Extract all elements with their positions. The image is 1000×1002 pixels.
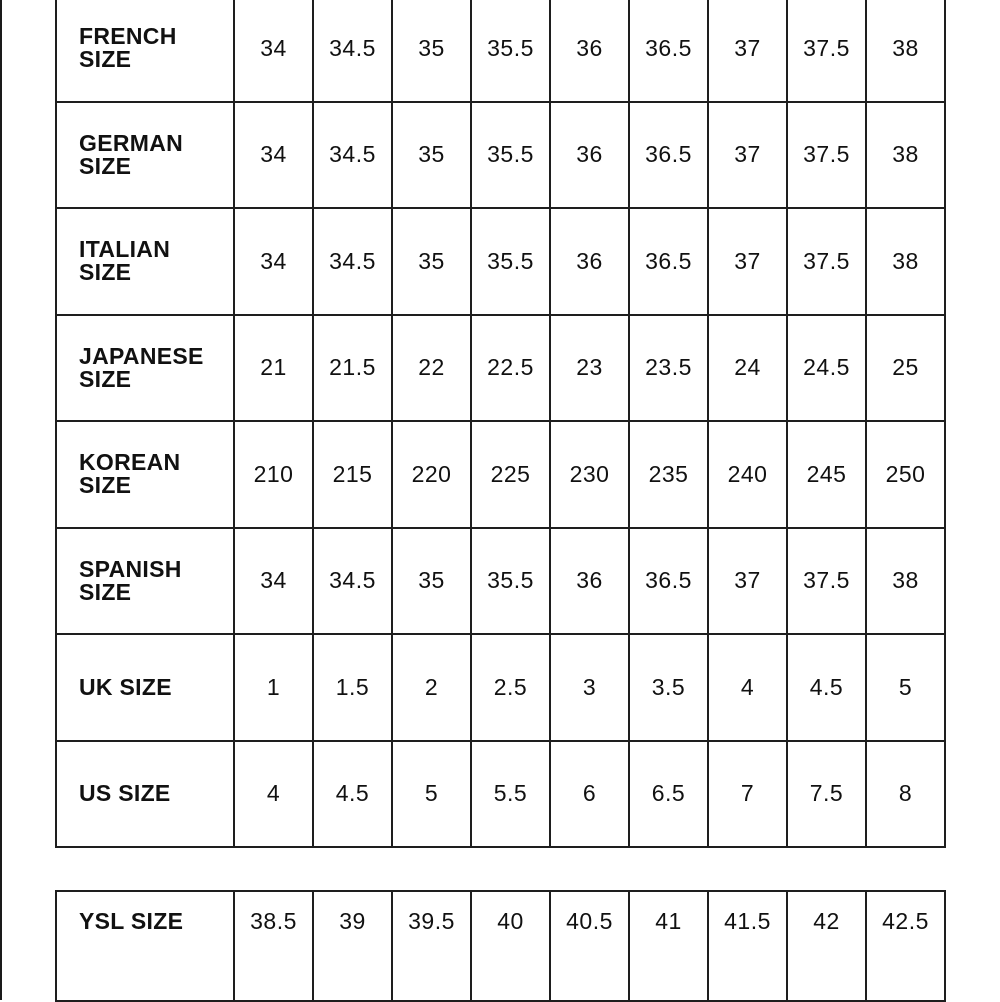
size-value-cell: 35.5 (471, 208, 550, 315)
size-value-cell: 8 (866, 741, 945, 848)
table-row (56, 891, 945, 1001)
table-row (56, 208, 945, 315)
size-value-cell: 210 (234, 421, 313, 528)
size-value-cell: 34.5 (313, 102, 392, 209)
size-value-cell: 34 (234, 102, 313, 209)
size-value-cell: 24.5 (787, 315, 866, 422)
size-value-cell: 34.5 (313, 0, 392, 102)
size-value-cell: 42.5 (866, 891, 945, 1001)
size-value-cell: 38 (866, 102, 945, 209)
size-conversion-table-body (56, 0, 945, 847)
size-value-cell: 7 (708, 741, 787, 848)
table-row (56, 634, 945, 741)
size-value-cell: 3.5 (629, 634, 708, 741)
row-label: US SIZE (56, 741, 234, 848)
size-value-cell: 35 (392, 0, 471, 102)
row-label: JAPANESE SIZE (56, 315, 234, 422)
ysl-size-table (55, 890, 946, 1002)
size-value-cell: 22 (392, 315, 471, 422)
size-value-cell: 34.5 (313, 208, 392, 315)
size-value-cell: 37 (708, 528, 787, 635)
size-value-cell: 37 (708, 102, 787, 209)
size-value-cell: 37.5 (787, 102, 866, 209)
size-value-cell: 220 (392, 421, 471, 528)
table-row (56, 0, 945, 102)
size-value-cell: 21.5 (313, 315, 392, 422)
size-value-cell: 24 (708, 315, 787, 422)
row-label: ITALIAN SIZE (56, 208, 234, 315)
size-value-cell: 22.5 (471, 315, 550, 422)
size-value-cell: 250 (866, 421, 945, 528)
table-row (56, 421, 945, 528)
size-value-cell: 5.5 (471, 741, 550, 848)
row-label: YSL SIZE (56, 891, 234, 1001)
page-left-border (0, 0, 2, 1000)
size-value-cell: 41.5 (708, 891, 787, 1001)
size-value-cell: 25 (866, 315, 945, 422)
size-value-cell: 1 (234, 634, 313, 741)
size-value-cell: 23 (550, 315, 629, 422)
table-row (56, 528, 945, 635)
size-value-cell: 37.5 (787, 0, 866, 102)
size-value-cell: 35 (392, 102, 471, 209)
size-value-cell: 36 (550, 0, 629, 102)
size-value-cell: 7.5 (787, 741, 866, 848)
size-value-cell: 39 (313, 891, 392, 1001)
size-value-cell: 37.5 (787, 528, 866, 635)
size-value-cell: 245 (787, 421, 866, 528)
size-value-cell: 6.5 (629, 741, 708, 848)
row-label: GERMAN SIZE (56, 102, 234, 209)
size-value-cell: 42 (787, 891, 866, 1001)
size-value-cell: 36.5 (629, 102, 708, 209)
size-value-cell: 34 (234, 0, 313, 102)
size-value-cell: 40.5 (550, 891, 629, 1001)
size-value-cell: 40 (471, 891, 550, 1001)
size-value-cell: 1.5 (313, 634, 392, 741)
size-value-cell: 38 (866, 528, 945, 635)
size-value-cell: 38 (866, 0, 945, 102)
size-value-cell: 34 (234, 528, 313, 635)
size-value-cell: 35.5 (471, 528, 550, 635)
size-value-cell: 37 (708, 0, 787, 102)
size-value-cell: 36.5 (629, 0, 708, 102)
size-value-cell: 35 (392, 208, 471, 315)
row-label: FRENCH SIZE (56, 0, 234, 102)
size-value-cell: 38 (866, 208, 945, 315)
size-conversion-table (55, 0, 946, 848)
size-value-cell: 41 (629, 891, 708, 1001)
size-value-cell: 240 (708, 421, 787, 528)
size-value-cell: 36 (550, 102, 629, 209)
row-label: SPANISH SIZE (56, 528, 234, 635)
size-value-cell: 2 (392, 634, 471, 741)
size-value-cell: 6 (550, 741, 629, 848)
size-value-cell: 34.5 (313, 528, 392, 635)
size-value-cell: 4 (708, 634, 787, 741)
size-value-cell: 37 (708, 208, 787, 315)
size-value-cell: 4.5 (313, 741, 392, 848)
table-row (56, 102, 945, 209)
size-value-cell: 34 (234, 208, 313, 315)
size-value-cell: 215 (313, 421, 392, 528)
size-value-cell: 2.5 (471, 634, 550, 741)
size-value-cell: 4.5 (787, 634, 866, 741)
size-value-cell: 37.5 (787, 208, 866, 315)
row-label: UK SIZE (56, 634, 234, 741)
row-label: KOREAN SIZE (56, 421, 234, 528)
size-value-cell: 39.5 (392, 891, 471, 1001)
size-value-cell: 5 (392, 741, 471, 848)
size-value-cell: 38.5 (234, 891, 313, 1001)
size-value-cell: 21 (234, 315, 313, 422)
table-row (56, 315, 945, 422)
table-row (56, 741, 945, 848)
size-value-cell: 35 (392, 528, 471, 635)
size-value-cell: 36.5 (629, 208, 708, 315)
size-value-cell: 3 (550, 634, 629, 741)
size-value-cell: 36 (550, 528, 629, 635)
size-value-cell: 4 (234, 741, 313, 848)
size-value-cell: 5 (866, 634, 945, 741)
size-value-cell: 36.5 (629, 528, 708, 635)
size-value-cell: 225 (471, 421, 550, 528)
size-value-cell: 35.5 (471, 0, 550, 102)
size-value-cell: 235 (629, 421, 708, 528)
size-value-cell: 35.5 (471, 102, 550, 209)
size-value-cell: 36 (550, 208, 629, 315)
ysl-size-table-body (56, 891, 945, 1001)
size-value-cell: 230 (550, 421, 629, 528)
size-value-cell: 23.5 (629, 315, 708, 422)
